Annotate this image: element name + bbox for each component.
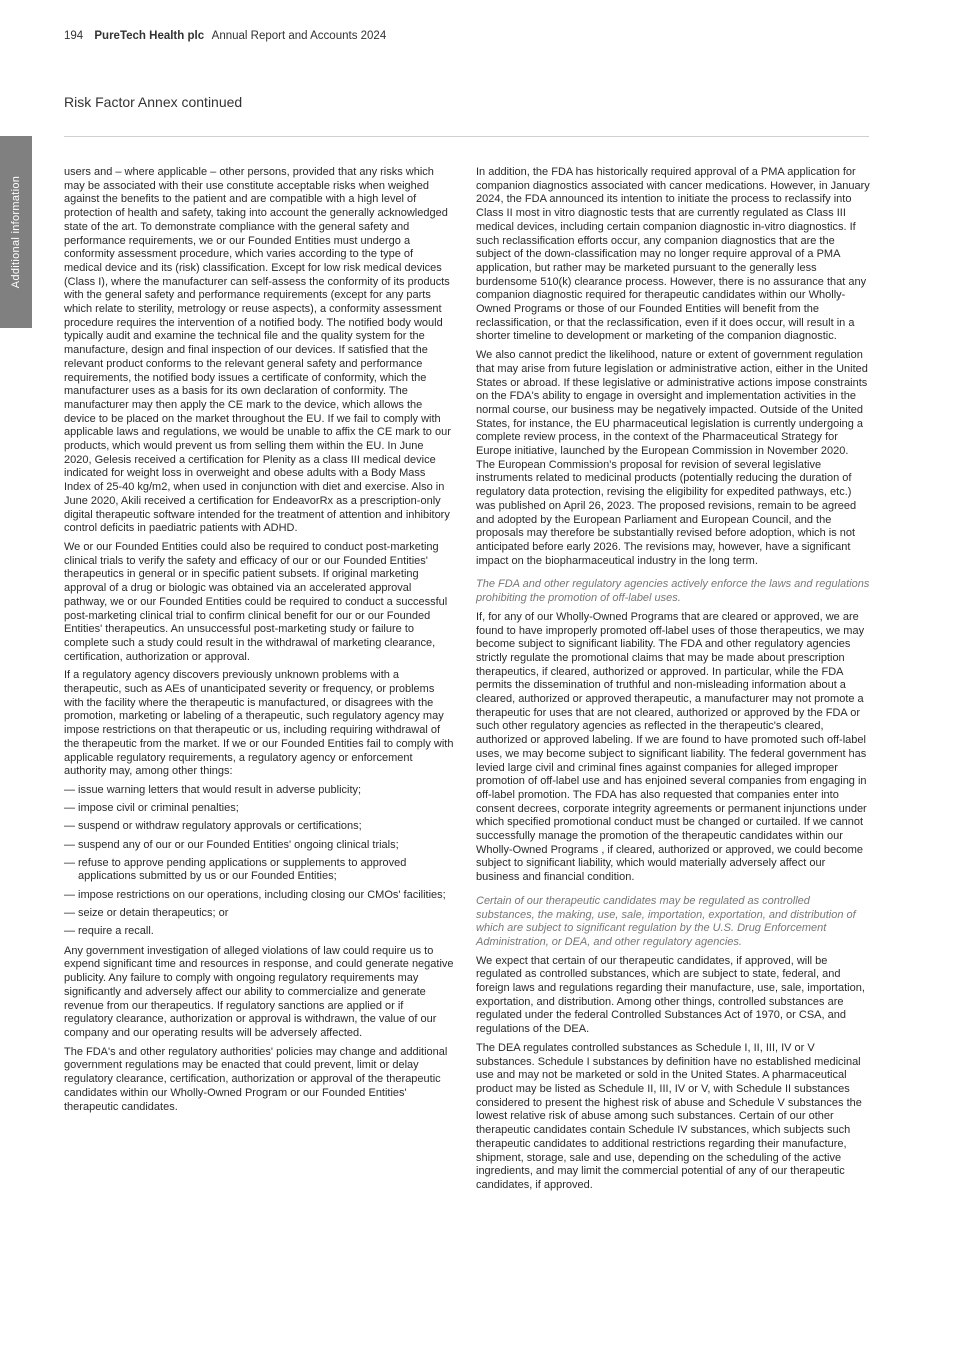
left-column xyxy=(64,166,454,1119)
risk-subheading: The FDA and other regulatory agencies actively enforce the laws and regulations prohibiting the promotion of off-label uses. xyxy=(476,578,870,605)
list-item: — suspend any of our or our Founded Entities' ongoing clinical trials; xyxy=(64,839,454,853)
company-name: PureTech Health plc xyxy=(94,30,205,42)
page-header xyxy=(64,30,386,42)
list-item: — impose civil or criminal penalties; xyxy=(64,802,454,816)
sanctions-list xyxy=(64,784,454,939)
paragraph: We or our Founded Entities could also be required to conduct post-marketing clinical trials to verify the safety and efficacy of our or our Founded Entities' therapeutics in general or in specific patient subsets. If original marketing approval of a drug or biologic was obtained via an accelerated approval pathway, we or our Founded Entities could be required to conduct a successful post-marketing clinical trial to confirm clinical benefit for our or our Founded Entities' therapeutics. An unsuccessful post-marketing study or failure to complete such a study could result in the withdrawal of marketing clearance, certification, authorization or approval. xyxy=(64,540,448,663)
report-title: Annual Report and Accounts 2024 xyxy=(211,30,387,42)
list-item: — issue warning letters that would result in adverse publicity; xyxy=(64,784,454,798)
list-item: — suspend or withdraw regulatory approvals or certifications; xyxy=(64,820,454,834)
list-item: — impose restrictions on our operations, including closing our CMOs' facilities; xyxy=(64,889,454,903)
paragraph: The FDA's and other regulatory authorities' policies may change and additional government regulations may be enacted that could prevent, limit or delay regulatory clearance, certification, authorization or approval of the therapeutic candidates within our Wholly-Owned Program or our Founded Entities' therapeutic candidates. xyxy=(64,1045,448,1113)
list-item: — seize or detain therapeutics; or xyxy=(64,907,454,921)
list-item: — refuse to approve pending applications or supplements to approved applications submitted by us or our Founded Entities; xyxy=(64,857,454,884)
paragraph: Any government investigation of alleged violations of law could require us to expend significant time and resources in response, and could generate negative publicity. Any failure to comply with ongoing regulatory requirements may significantly and adversely affect our ability to commercialize and generate revenue from our therapeutics. If regulatory sanctions are applied or if regulatory clearance, authorization or approval is withdrawn, the value of our company and our operating results will be adversely affected. xyxy=(64,944,454,1039)
paragraph: The DEA regulates controlled substances as Schedule I, II, III, IV or V substances. Schedule I substances by definition have no established medicinal use and may not be marketed or sold in the United States. A pharmaceutical product may be listed as Schedule II, III, IV or V, with Schedule II substances considered to present the highest risk of abuse and Schedule V substances the lowest relative risk of abuse among such substances. Certain of our other therapeutic candidates contain Schedule IV substances, which subjects such therapeutic candidates to additional restrictions regarding their manufacture, shipment, storage, sale and use, depending on the scheduling of the active ingredients, and may limit the commercial potential of any of our therapeutic candidates, if approved. xyxy=(476,1041,862,1191)
header-divider xyxy=(64,136,869,137)
paragraph: We also cannot predict the likelihood, nature or extent of government regulation that may arise from future legislation or administrative action, either in the United States or abroad. If these legislative or administrative actions impose constraints on the FDA's ability to engage in oversight and implementation activities in the normal course, our business may be negatively impacted. Outside of the United States, for instance, the EU pharmaceutical legislation is currently undergoing a complete review process, in the context of the Pharmaceutical Strategy for Europe initiative, launched by the European Commission in November 2020. The European Commission's proposal for revision of several legislative instruments related to medicinal products (potentially reducing the duration of regulatory data protection, revising the eligibility for expedited pathways, etc.) was published on April 26, 2023. The proposed revisions, remain to be agreed and adopted by the European Parliament and European Council, and the proposals may therefore be substantially revised before adoption, which is not anticipated before early 2026. The revisions may, however, have a significant impact on the biopharmaceutical industry in the long term. xyxy=(476,349,868,567)
paragraph: If a regulatory agency discovers previously unknown problems with a therapeutic, such as AEs of unanticipated severity or frequency, or problems with the facility where the therapeutic is manufactured, or disagrees with the promotion, marketing or labeling of a therapeutic, such regulatory agency may impose restrictions on that therapeutic or us, including requiring withdrawal of the therapeutic from the market. If we or our Founded Entities fail to comply with applicable regulatory requirements, a regulatory agency or enforcement authority may, among other things: xyxy=(64,669,454,778)
section-title: Risk Factor Annex continued xyxy=(64,94,243,110)
paragraph: We expect that certain of our therapeutic candidates, if approved, will be regulated as controlled substances, which are subject to state, federal, and foreign laws and regulations regarding their manufacture, use, sale, importation, exportation, and distribution. Among other things, controlled substances are regulated under the federal Controlled Substances Act of 1970, or CSA, and regulations of the DEA. xyxy=(476,954,865,1036)
paragraph: In addition, the FDA has historically required approval of a PMA application for companion diagnostics associated with cancer medications. However, in January 2024, the FDA announced its intention to initiate the process to reclassify into Class II most in vitro diagnostic tests that are currently regulated as Class III medical devices, including certain companion diagnostic in-vitro diagnostics. If such reclassification efforts occur, any companion diagnostics that are the subject of the down-classification may no longer require approval of a PMA application, but rather may be marketed pursuant to the generally less burdensome 510(k) clearance process. However, there is no assurance that any companion diagnostic required for therapeutic candidates within our Wholly-Owned Programs or those of our Founded Entities will benefit from the reclassification, or that the reclassification, even if it does occur, will result in a shorter timeline to development or marketing of the companion diagnostic. xyxy=(476,166,870,343)
paragraph: users and – where applicable – other persons, provided that any risks which may be associated with their use constitute acceptable risks when weighed against the benefits to the patient and are compatible with a high level of protection of health and safety, taking into account the generally acknowledged state of the art. To demonstrate compliance with the general safety and performance requirements, we or our Founded Entities must undergo a conformity assessment procedure, which varies according to the type of medical device and its (risk) classification. Except for low risk medical devices (Class I), where the manufacturer can self-assess the conformity of its products with the general safety and performance requirements (except for any parts which relate to sterility, metrology or reuse aspects), a conformity assessment procedure requires the intervention of a notified body. The notified body would typically audit and examine the technical file and the quality system for the manufacture, design and final inspection of our devices. If satisfied that the relevant product conforms to the relevant general safety and performance requirements, the notified body issues a certificate of conformity, which the manufacturer uses as a basis for its own declaration of conformity. The manufacturer may then apply the CE mark to the device, which allows the device to be placed on the market throughout the EU. If we fail to comply with applicable laws and regulations, we would be unable to affix the CE mark to our products, which would prevent us from selling them within the EU. In June 2020, Gelesis received a certification for Plenity as a class III medical device indicated for weight loss in overweight and obese adults with a Body Mass Index of 25-40 kg/m2, when used in conjunction with diet and exercise. Also in June 2020, Akili received a certification for EndeavorRx as a prescription-only digital therapeutic software intended for the treatment of attention and inhibitory control deficits in paediatric patients with ADHD. xyxy=(64,166,451,535)
risk-subheading: Certain of our therapeutic candidates may be regulated as controlled substances, the making, use, sale, importation, exportation, and distribution of which are subject to significant regulation by the U.S. Drug Enforcement Administration, or DEA, and other regulatory agencies. xyxy=(476,894,856,948)
paragraph: If, for any of our Wholly-Owned Programs that are cleared or approved, we are found to have improperly promoted off-label uses of those therapeutics, we may become subject to significant liability. The FDA and other regulatory agencies strictly regulate the promotional claims that may be made about prescription therapeutics, if cleared, authorized or approved. In particular, while the FDA permits the dissemination of truthful and non-misleading information about a cleared, authorized or approved therapeutic, a manufacturer may not promote a therapeutic for uses that are not cleared, authorized or approved by the FDA or such other regulatory agencies as reflected in the therapeutic's cleared, authorized or approved labeling. If we are found to have promoted such off-label uses, we may become subject to significant liability. The federal government has levied large civil and criminal fines against companies for alleged improper promotion of off-label use and has enjoined several companies from engaging in off-label promotion. The FDA has also requested that companies enter into consent decrees, corporate integrity agreements or permanent injunctions under which specified promotional conduct must be changed or curtailed. If we cannot successfully manage the promotion of the therapeutic candidates within our Wholly-Owned Programs , if cleared, authorized or approved, we could become subject to significant liability, which would materially adversely affect our business and financial condition. xyxy=(476,610,867,884)
side-tab-label: Additional information xyxy=(10,175,22,289)
right-column xyxy=(476,166,870,1198)
list-item: — require a recall. xyxy=(64,925,454,939)
page-number: 194 xyxy=(64,30,84,42)
side-section-tab xyxy=(0,136,32,328)
